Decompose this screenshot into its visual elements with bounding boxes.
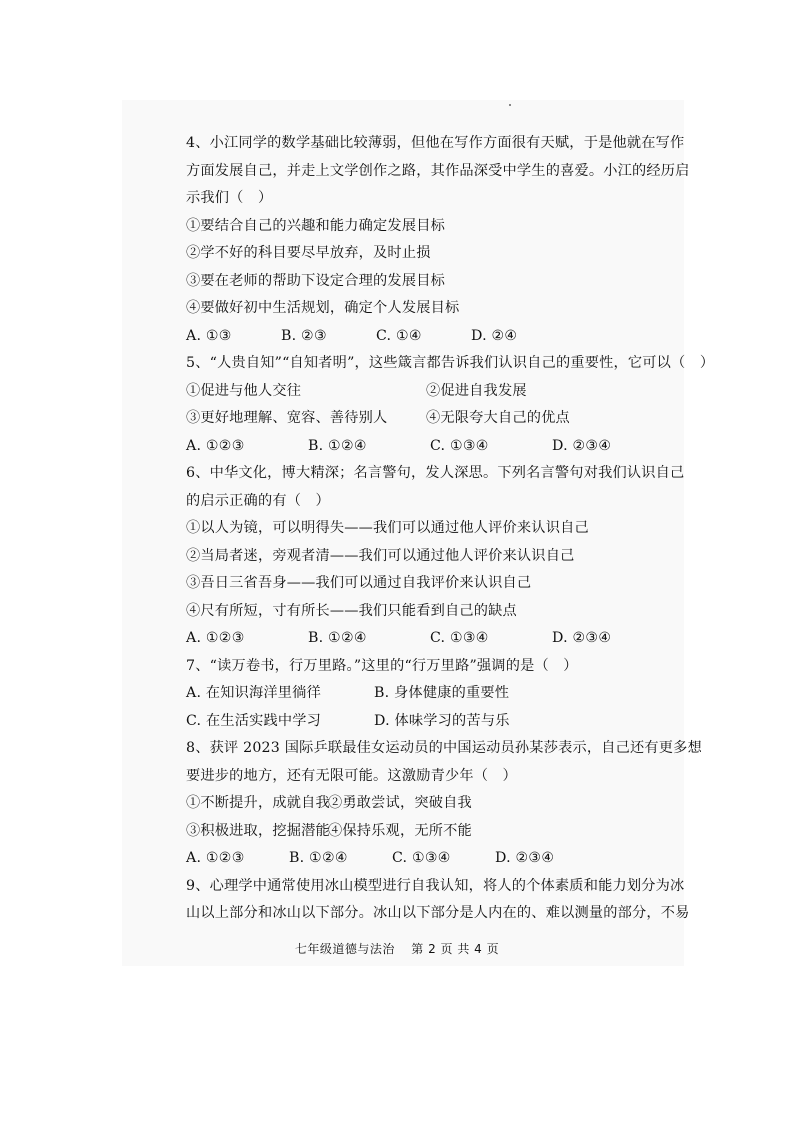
- statement-item: ①促进与他人交往: [186, 382, 302, 399]
- option-b[interactable]: B. ①②④: [308, 437, 367, 454]
- question-6: [186, 460, 686, 653]
- question-stem: 7、“读万卷书，行万里路。”这里的“行万里路”强调的是（ ）: [186, 657, 578, 674]
- question-9: [186, 873, 690, 928]
- statement-row: [186, 405, 686, 433]
- statement-item: ④无限夸大自己的优点: [426, 410, 570, 426]
- question-5: [186, 350, 715, 460]
- statement-item: ③吾日三省吾身——我们可以通过自我评价来认识自己: [186, 575, 532, 591]
- question-8: [186, 735, 702, 873]
- option-a[interactable]: A. ①②③: [186, 437, 245, 454]
- option-c[interactable]: C. ①④: [376, 327, 422, 344]
- statement-item: ①不断提升，成就自我: [186, 795, 330, 811]
- option-a[interactable]: A. ①③: [186, 327, 232, 344]
- answer-options: [186, 625, 686, 653]
- statement-item: ③更好地理解、宽容、善待别人: [186, 410, 388, 426]
- statement-row: [186, 378, 686, 406]
- answer-options: [186, 680, 686, 708]
- statement-row: [186, 818, 686, 846]
- statement-item: ③要在老师的帮助下设定合理的发展目标: [186, 272, 445, 289]
- footer-subject: 七年级道德与法治: [294, 942, 395, 956]
- option-b[interactable]: B. 身体健康的重要性: [374, 685, 510, 701]
- statement-item: ④尺有所短，寸有所长——我们只能看到自己的缺点: [186, 602, 517, 619]
- option-d[interactable]: D. ②③④: [552, 630, 612, 646]
- question-stem-line: 6、中华文化，博大精深；名言警句，发人深思。下列名言警句对我们认识自己: [186, 465, 685, 481]
- option-c[interactable]: C. 在生活实践中学习: [186, 712, 322, 729]
- question-stem-line: 9、心理学中通常使用冰山模型进行自我认知，将人的个体素质和能力划分为冰: [186, 877, 685, 894]
- question-stem-line: 山以上部分和冰山以下部分。冰山以下部分是人内在的、难以测量的部分，不易: [186, 905, 690, 921]
- question-stem-line: 8、获评 2023 国际乒联最佳女运动员的中国运动员孙某莎表示，自己还有更多想: [186, 740, 702, 756]
- option-d[interactable]: D. 体味学习的苦与乐: [374, 712, 510, 729]
- option-b[interactable]: B. ①②④: [289, 850, 348, 866]
- statement-row: [186, 790, 686, 818]
- statement-item: ③积极进取，挖掘潜能: [186, 822, 330, 839]
- question-stem-line: 的启示正确的有（ ）: [186, 492, 330, 509]
- statement-item: ④保持乐观，无所不能: [328, 822, 472, 839]
- question-stem-line: 要进步的地方，还有无限可能。这激励青少年（ ）: [186, 767, 517, 784]
- option-a[interactable]: A. ①②③: [186, 850, 245, 866]
- question-stem-line: 示我们（ ）: [186, 190, 273, 206]
- statement-item: ②促进自我发展: [426, 382, 527, 399]
- answer-options: [186, 323, 686, 351]
- option-b[interactable]: B. ①②④: [308, 630, 367, 646]
- option-b[interactable]: B. ②③: [281, 327, 327, 344]
- statement-item: ④要做好初中生活规划，确定个人发展目标: [186, 300, 460, 316]
- answer-options: [186, 845, 686, 873]
- option-c[interactable]: C. ①③④: [430, 437, 489, 454]
- question-7: [186, 653, 686, 736]
- option-d[interactable]: D. ②③④: [552, 437, 612, 454]
- question-stem: 5、“人贵自知”“自知者明”，这些箴言都告诉我们认识自己的重要性，它可以（ ）: [186, 355, 715, 371]
- answer-options: [186, 433, 686, 461]
- statement-item: ②当局者迷，旁观者清——我们可以通过他人评价来认识自己: [186, 547, 575, 564]
- exam-content: [186, 130, 715, 928]
- footer-page-number: 第 2 页 共 4 页: [411, 942, 500, 956]
- page-footer: [0, 940, 794, 957]
- question-stem-line: 4、小江同学的数学基础比较薄弱，但他在写作方面很有天赋，于是他就在写作: [186, 135, 685, 151]
- option-d[interactable]: D. ②④: [471, 327, 518, 344]
- question-4: [186, 130, 690, 350]
- option-a[interactable]: A. 在知识海洋里徜徉: [186, 685, 321, 701]
- option-d[interactable]: D. ②③④: [495, 850, 555, 866]
- statement-item: ②学不好的科目要尽早放弃，及时止损: [186, 245, 431, 261]
- statement-item: ②勇敢尝试，突破自我: [328, 795, 472, 811]
- scan-speck: [509, 104, 511, 106]
- question-stem-line: 方面发展自己，并走上文学创作之路，其作品深受中学生的喜爱。小江的经历启: [186, 162, 690, 179]
- option-c[interactable]: C. ①③④: [430, 630, 489, 646]
- option-a[interactable]: A. ①②③: [186, 630, 245, 646]
- answer-options: [186, 708, 686, 736]
- option-c[interactable]: C. ①③④: [392, 850, 451, 866]
- statement-item: ①要结合自己的兴趣和能力确定发展目标: [186, 217, 445, 234]
- statement-item: ①以人为镜，可以明得失——我们可以通过他人评价来认识自己: [186, 520, 589, 536]
